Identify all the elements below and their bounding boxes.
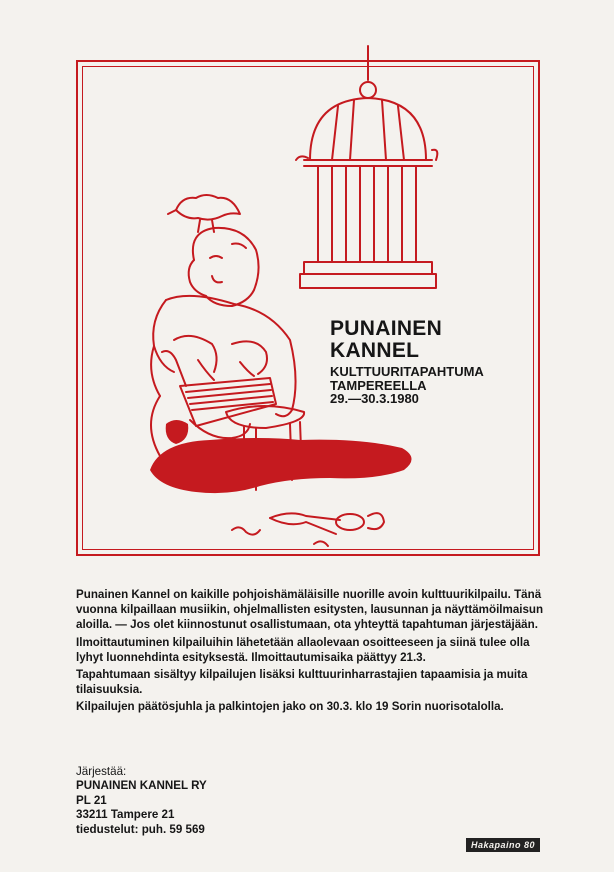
organizer-info: tiedustelut: puh. 59 569 xyxy=(76,822,205,836)
printer-logo: Hakapaino 80 xyxy=(466,838,540,852)
organizer-city: 33211 Tampere 21 xyxy=(76,808,175,822)
poster-title: PUNAINEN xyxy=(330,317,443,340)
poster-subtitle: KULTTUURITAPAHTUMA xyxy=(330,364,484,380)
pliers-icon xyxy=(232,513,384,546)
poster-title-2: KANNEL xyxy=(330,339,420,363)
poster-dates: 29.—30.3.1980 xyxy=(330,391,419,407)
organizer-name: PUNAINEN KANNEL RY xyxy=(76,779,207,793)
organizer-pobox: PL 21 xyxy=(76,793,107,807)
body-text xyxy=(76,587,546,717)
shadow-shape xyxy=(150,438,412,493)
poster-subtitle-2: TAMPEREELLA xyxy=(330,377,427,393)
organizer-label: Järjestää: xyxy=(76,765,127,778)
paragraph-1: Punainen Kannel on kaikille pohjoishämäläisille nuorille avoin kulttuurikilpailu. Tänä vuonna kilpaillaan musiikin, ohjelmallisten esitysten, lausunnan ja näyttämöilmaisun aloilla. — Jos olet kiinnostunut osallistumaan, ota yhteyttä tapahtuman järjestäjään. xyxy=(76,588,544,632)
birdcage-icon xyxy=(296,46,437,288)
poster-title-block xyxy=(330,318,530,406)
paragraph-4: Kilpailujen päätösjuhla ja palkintojen jako on 30.3. klo 19 Sorin nuorisotalolla. xyxy=(76,700,504,714)
kantele-icon xyxy=(162,351,276,426)
paragraph-3: Tapahtumaan sisältyy kilpailujen lisäksi kulttuurinharrastajien tapaamisia ja muita tilaisuuksia. xyxy=(76,668,528,697)
organizer-block xyxy=(76,765,376,837)
bird-icon xyxy=(168,195,240,232)
paragraph-2: Ilmoittautuminen kilpailuihin lähetetään allaolevaan osoitteeseen ja siinä tulee olla lyhyt luonnehdinta esityksestä. Ilmoittautumisaika päättyy 21.3. xyxy=(76,635,530,664)
